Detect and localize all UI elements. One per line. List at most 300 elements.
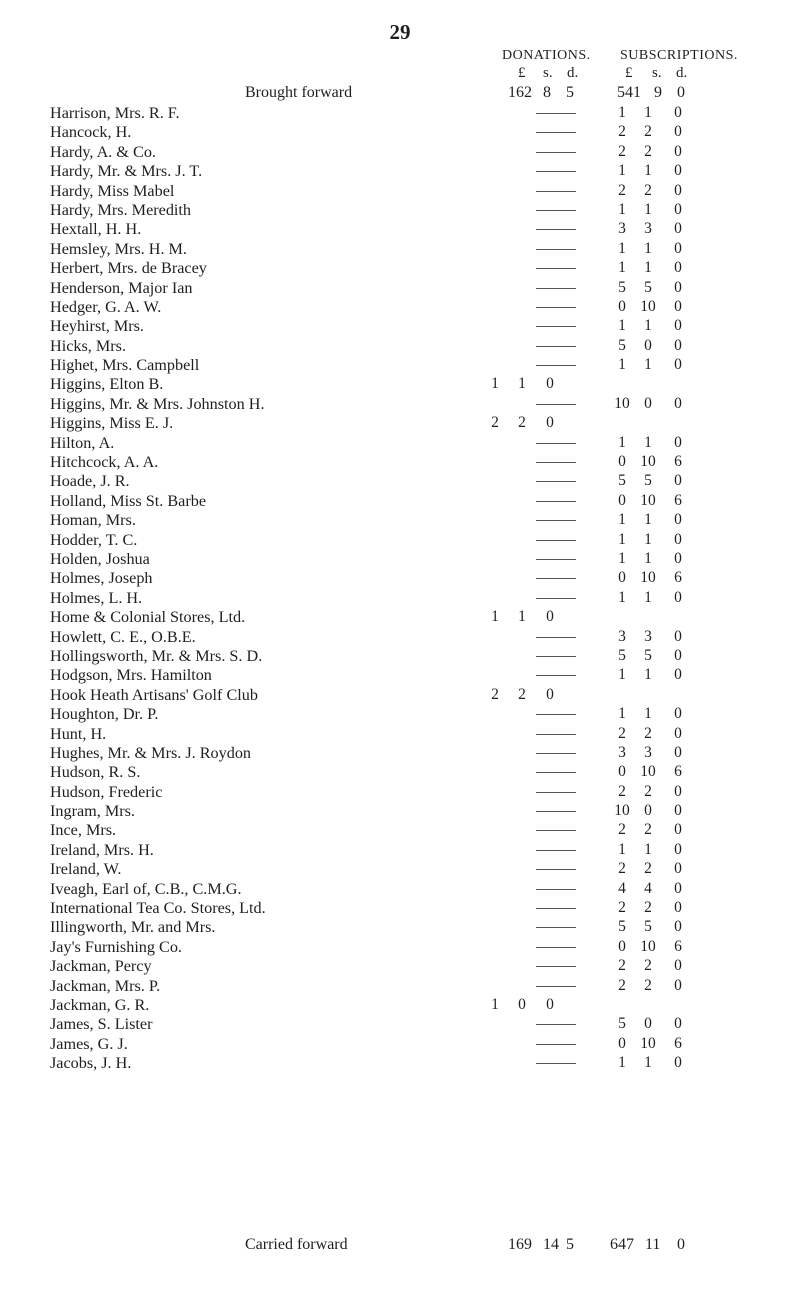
blank-donation-rule xyxy=(536,326,576,327)
subscription-pounds: 1 xyxy=(618,317,626,335)
subscription-shillings: 1 xyxy=(644,162,652,180)
brought-forward-subscription-shillings: 9 xyxy=(654,84,662,101)
subscriber-name: Jacobs, J. H. xyxy=(50,1054,132,1073)
subscription-shillings: 2 xyxy=(644,724,652,742)
subscriber-name: Houghton, Dr. P. xyxy=(50,705,159,724)
subscription-shillings: 0 xyxy=(644,802,652,820)
list-item xyxy=(0,414,800,433)
subscription-pounds: 0 xyxy=(618,491,626,509)
subscription-shillings: 2 xyxy=(644,860,652,878)
donation-pounds: 1 xyxy=(491,995,499,1013)
list-item xyxy=(0,279,800,298)
donation-pence: 0 xyxy=(546,685,554,703)
blank-donation-rule xyxy=(536,288,576,289)
subscription-pounds: 5 xyxy=(618,918,626,936)
donation-shillings: 2 xyxy=(518,685,526,703)
subscription-pence: 0 xyxy=(674,472,682,490)
subscriber-name: James, S. Lister xyxy=(50,1015,153,1034)
subscription-shillings: 0 xyxy=(644,336,652,354)
subscriber-name: Higgins, Miss E. J. xyxy=(50,414,174,433)
blank-donation-rule xyxy=(536,772,576,773)
subscription-pence: 6 xyxy=(674,1034,682,1052)
donation-pence: 0 xyxy=(546,995,554,1013)
blank-donation-rule xyxy=(536,249,576,250)
subscription-shillings: 0 xyxy=(644,394,652,412)
subscriber-name: Hook Heath Artisans' Golf Club xyxy=(50,685,258,704)
brought-forward-subscription-pence: 0 xyxy=(677,84,685,101)
subscription-pence: 0 xyxy=(674,220,682,238)
blank-donation-rule xyxy=(536,656,576,657)
subscription-pounds: 1 xyxy=(618,1054,626,1072)
subscription-pounds: 1 xyxy=(618,356,626,374)
blank-donation-rule xyxy=(536,908,576,909)
blank-donation-rule xyxy=(536,404,576,405)
subscriber-name: Hodgson, Mrs. Hamilton xyxy=(50,666,212,685)
subscriber-name: Hicks, Mrs. xyxy=(50,336,126,355)
carried-forward-subscription-shillings: 11 xyxy=(645,1236,661,1253)
list-item xyxy=(0,918,800,937)
subscriber-name: Heyhirst, Mrs. xyxy=(50,317,144,336)
blank-donation-rule xyxy=(536,152,576,153)
subscription-pence: 0 xyxy=(674,1054,682,1072)
list-item xyxy=(0,647,800,666)
donation-pence: 0 xyxy=(546,414,554,432)
blank-donation-rule xyxy=(536,520,576,521)
donation-pence: 0 xyxy=(546,608,554,626)
subscriber-name: Home & Colonial Stores, Ltd. xyxy=(50,608,246,627)
list-item xyxy=(0,569,800,588)
subscription-pounds: 1 xyxy=(618,511,626,529)
blank-donation-rule xyxy=(536,443,576,444)
subscription-pence: 6 xyxy=(674,569,682,587)
blank-donation-rule xyxy=(536,1063,576,1064)
list-item xyxy=(0,511,800,530)
subscriber-name: Henderson, Major Ian xyxy=(50,278,193,297)
list-item xyxy=(0,123,800,142)
subscription-shillings: 1 xyxy=(644,549,652,567)
donation-shillings: 0 xyxy=(518,995,526,1013)
subscription-pence: 0 xyxy=(674,782,682,800)
subscription-shillings: 10 xyxy=(640,569,656,587)
donation-shillings: 1 xyxy=(518,375,526,393)
subscription-pence: 0 xyxy=(674,588,682,606)
carried-forward-subscription-pounds: 647 xyxy=(610,1236,634,1253)
list-item xyxy=(0,240,800,259)
subscription-pence: 0 xyxy=(674,297,682,315)
blank-donation-rule xyxy=(536,947,576,948)
list-item xyxy=(0,608,800,627)
subscription-pounds: 3 xyxy=(618,220,626,238)
blank-donation-rule xyxy=(536,986,576,987)
list-item xyxy=(0,783,800,802)
blank-donation-rule xyxy=(536,598,576,599)
subscription-pounds: 1 xyxy=(618,239,626,257)
subscription-shillings: 3 xyxy=(644,743,652,761)
list-item xyxy=(0,492,800,511)
subscriber-name: Holmes, L. H. xyxy=(50,588,143,607)
subscriber-name: Hunt, H. xyxy=(50,724,107,743)
carried-forward-donation-pounds: 169 xyxy=(508,1236,532,1253)
blank-donation-rule xyxy=(536,714,576,715)
subscriber-name: Harrison, Mrs. R. F. xyxy=(50,104,180,122)
blank-donation-rule xyxy=(536,811,576,812)
subscription-pence: 0 xyxy=(674,646,682,664)
subscriber-name: Hemsley, Mrs. H. M. xyxy=(50,239,187,258)
blank-donation-rule xyxy=(536,268,576,269)
subscription-shillings: 10 xyxy=(640,297,656,315)
subscription-pounds: 0 xyxy=(618,1034,626,1052)
donation-shillings: 1 xyxy=(518,608,526,626)
subscription-pounds: 10 xyxy=(614,802,630,820)
list-item xyxy=(0,298,800,317)
subscriber-name: Jackman, Percy xyxy=(50,957,152,976)
blank-donation-rule xyxy=(536,578,576,579)
list-item xyxy=(0,666,800,685)
blank-donation-rule xyxy=(536,869,576,870)
subscription-shillings: 1 xyxy=(644,239,652,257)
subscription-shillings: 10 xyxy=(640,937,656,955)
subscription-pence: 0 xyxy=(674,259,682,277)
subscription-pence: 0 xyxy=(674,840,682,858)
carried-forward-label: Carried forward xyxy=(245,1236,348,1253)
subscription-shillings: 4 xyxy=(644,879,652,897)
subscriber-name: Holland, Miss St. Barbe xyxy=(50,491,207,510)
subscription-pence: 0 xyxy=(674,181,682,199)
subscription-pence: 6 xyxy=(674,763,682,781)
brought-forward-label: Brought forward xyxy=(245,84,353,101)
subscription-pence: 0 xyxy=(674,162,682,180)
donation-shillings: 2 xyxy=(518,414,526,432)
subscription-pounds: 2 xyxy=(618,957,626,975)
subscription-shillings: 10 xyxy=(640,763,656,781)
list-item xyxy=(0,1054,800,1073)
subscription-pence: 0 xyxy=(674,239,682,257)
subscription-pence: 0 xyxy=(674,802,682,820)
subscription-pence: 0 xyxy=(674,918,682,936)
list-item xyxy=(0,356,800,375)
blank-donation-rule xyxy=(536,889,576,890)
list-item xyxy=(0,337,800,356)
list-item xyxy=(0,686,800,705)
subscription-pounds: 1 xyxy=(618,588,626,606)
subscription-shillings: 2 xyxy=(644,123,652,141)
subscriber-name: Higgins, Mr. & Mrs. Johnston H. xyxy=(50,394,265,413)
list-item xyxy=(0,628,800,647)
list-item xyxy=(0,201,800,220)
subscription-shillings: 2 xyxy=(644,821,652,839)
subscription-pounds: 2 xyxy=(618,821,626,839)
subscriber-name: James, G. J. xyxy=(50,1034,128,1053)
subscriber-name: Jackman, Mrs. P. xyxy=(50,976,161,995)
subscriber-name: International Tea Co. Stores, Ltd. xyxy=(50,899,266,918)
subscription-pounds: 0 xyxy=(618,763,626,781)
subscription-shillings: 1 xyxy=(644,1054,652,1072)
subscription-shillings: 1 xyxy=(644,840,652,858)
subscription-pounds: 1 xyxy=(618,162,626,180)
subscription-pence: 0 xyxy=(674,530,682,548)
subscription-pounds: 1 xyxy=(618,104,626,121)
subscription-pence: 6 xyxy=(674,453,682,471)
subscription-shillings: 10 xyxy=(640,1034,656,1052)
subscription-pounds: 1 xyxy=(618,200,626,218)
list-item xyxy=(0,938,800,957)
brought-forward-subscription-pounds: 541 xyxy=(617,84,641,101)
donations-heading: DONATIONS. xyxy=(502,48,591,63)
subscriber-name: Holmes, Joseph xyxy=(50,569,153,588)
subscription-pounds: 3 xyxy=(618,743,626,761)
blank-donation-rule xyxy=(536,675,576,676)
subscriber-name: Hancock, H. xyxy=(50,123,132,142)
subscription-pounds: 0 xyxy=(618,453,626,471)
subscription-pence: 0 xyxy=(674,899,682,917)
subscriber-name: Hudson, R. S. xyxy=(50,763,141,782)
list-item xyxy=(0,880,800,899)
subscription-pounds: 1 xyxy=(618,549,626,567)
subscriber-name: Jay's Furnishing Co. xyxy=(50,937,182,956)
blank-donation-rule xyxy=(536,1024,576,1025)
subscription-pounds: 2 xyxy=(618,123,626,141)
subscription-shillings: 2 xyxy=(644,142,652,160)
list-item xyxy=(0,705,800,724)
subscription-pounds: 5 xyxy=(618,1015,626,1033)
blank-donation-rule xyxy=(536,637,576,638)
blank-donation-rule xyxy=(536,559,576,560)
subscription-pounds: 2 xyxy=(618,899,626,917)
list-item xyxy=(0,899,800,918)
list-item xyxy=(0,104,800,123)
subscription-pence: 0 xyxy=(674,356,682,374)
subscription-pounds: 2 xyxy=(618,782,626,800)
subscription-shillings: 2 xyxy=(644,899,652,917)
subscription-pence: 0 xyxy=(674,976,682,994)
carried-forward-donation-shillings: 14 xyxy=(543,1236,559,1253)
subscriber-name: Highet, Mrs. Campbell xyxy=(50,356,200,375)
subscription-pence: 0 xyxy=(674,336,682,354)
subscription-pounds: 5 xyxy=(618,646,626,664)
list-item xyxy=(0,821,800,840)
list-item xyxy=(0,589,800,608)
donation-pounds: 1 xyxy=(491,608,499,626)
list-item xyxy=(0,802,800,821)
blank-donation-rule xyxy=(536,171,576,172)
donation-pounds: 2 xyxy=(491,414,499,432)
subscription-shillings: 5 xyxy=(644,472,652,490)
subscription-pounds: 1 xyxy=(618,530,626,548)
list-item xyxy=(0,531,800,550)
list-item xyxy=(0,259,800,278)
blank-donation-rule xyxy=(536,462,576,463)
subscription-shillings: 1 xyxy=(644,317,652,335)
blank-donation-rule xyxy=(536,191,576,192)
donation-pence: 0 xyxy=(546,375,554,393)
list-item xyxy=(0,725,800,744)
subscription-pounds: 2 xyxy=(618,142,626,160)
donations-pounds-label: £ xyxy=(518,65,526,81)
subscriber-name: Ireland, W. xyxy=(50,860,122,879)
subscription-pounds: 1 xyxy=(618,705,626,723)
subscription-pounds: 2 xyxy=(618,860,626,878)
subscriber-name: Herbert, Mrs. de Bracey xyxy=(50,259,207,278)
subscription-pence: 0 xyxy=(674,860,682,878)
blank-donation-rule xyxy=(536,210,576,211)
subscriber-name: Hextall, H. H. xyxy=(50,220,142,239)
subscription-pence: 6 xyxy=(674,937,682,955)
list-item xyxy=(0,977,800,996)
subscription-shillings: 1 xyxy=(644,200,652,218)
subscription-shillings: 1 xyxy=(644,104,652,121)
subscription-pence: 0 xyxy=(674,142,682,160)
subscription-pounds: 1 xyxy=(618,259,626,277)
list-item xyxy=(0,1035,800,1054)
subscription-pence: 0 xyxy=(674,1015,682,1033)
donation-pounds: 1 xyxy=(491,375,499,393)
list-item xyxy=(0,220,800,239)
subscription-pence: 0 xyxy=(674,705,682,723)
subscription-shillings: 2 xyxy=(644,181,652,199)
subscriber-name: Higgins, Elton B. xyxy=(50,375,164,394)
carried-forward-subscription-pence: 0 xyxy=(677,1236,685,1253)
subscription-pounds: 0 xyxy=(618,569,626,587)
subscriber-name: Hudson, Frederic xyxy=(50,782,163,801)
blank-donation-rule xyxy=(536,307,576,308)
list-item xyxy=(0,317,800,336)
subscription-pounds: 3 xyxy=(618,627,626,645)
subscription-pounds: 5 xyxy=(618,336,626,354)
carried-forward-donation-pence: 5 xyxy=(566,1236,574,1253)
list-item xyxy=(0,162,800,181)
brought-forward-donation-pounds: 162 xyxy=(508,84,532,101)
subscription-pounds: 1 xyxy=(618,840,626,858)
blank-donation-rule xyxy=(536,830,576,831)
subscriber-name: Hedger, G. A. W. xyxy=(50,297,162,316)
subscription-shillings: 3 xyxy=(644,220,652,238)
subscriber-name: Ingram, Mrs. xyxy=(50,802,135,821)
subscriber-list xyxy=(0,104,800,1074)
subscriber-name: Iveagh, Earl of, C.B., C.M.G. xyxy=(50,879,242,898)
list-item xyxy=(0,143,800,162)
subscriber-name: Hardy, Mrs. Meredith xyxy=(50,200,192,219)
subscription-shillings: 1 xyxy=(644,588,652,606)
subscription-pence: 0 xyxy=(674,549,682,567)
blank-donation-rule xyxy=(536,927,576,928)
subscription-pence: 0 xyxy=(674,317,682,335)
subscription-pounds: 1 xyxy=(618,433,626,451)
blank-donation-rule xyxy=(536,540,576,541)
subscription-pence: 6 xyxy=(674,491,682,509)
blank-donation-rule xyxy=(536,346,576,347)
subscriber-name: Holden, Joshua xyxy=(50,549,150,568)
subscription-pence: 0 xyxy=(674,104,682,121)
subscription-pounds: 5 xyxy=(618,472,626,490)
blank-donation-rule xyxy=(536,229,576,230)
subscription-shillings: 1 xyxy=(644,511,652,529)
subscriptions-pounds-label: £ xyxy=(625,65,633,81)
donations-pence-label: d. xyxy=(567,65,579,81)
subscription-pence: 0 xyxy=(674,743,682,761)
list-item xyxy=(0,744,800,763)
subscriptions-shillings-label: s. xyxy=(652,65,662,81)
subscription-pence: 0 xyxy=(674,821,682,839)
blank-donation-rule xyxy=(536,753,576,754)
subscription-shillings: 1 xyxy=(644,356,652,374)
subscription-shillings: 5 xyxy=(644,918,652,936)
subscriber-name: Hitchcock, A. A. xyxy=(50,453,159,472)
page-number: 29 xyxy=(389,20,411,44)
subscriber-name: Homan, Mrs. xyxy=(50,511,136,530)
subscriber-name: Hardy, A. & Co. xyxy=(50,142,156,161)
subscriber-name: Howlett, C. E., O.B.E. xyxy=(50,627,196,646)
blank-donation-rule xyxy=(536,850,576,851)
subscription-shillings: 5 xyxy=(644,646,652,664)
subscription-pence: 0 xyxy=(674,394,682,412)
subscription-shillings: 2 xyxy=(644,976,652,994)
list-item xyxy=(0,957,800,976)
subscriber-name: Hoade, J. R. xyxy=(50,472,130,491)
list-item xyxy=(0,182,800,201)
subscription-shillings: 10 xyxy=(640,453,656,471)
subscriber-name: Ince, Mrs. xyxy=(50,821,117,840)
subscriber-name: Hollingsworth, Mr. & Mrs. S. D. xyxy=(50,646,263,665)
blank-donation-rule xyxy=(536,132,576,133)
subscription-pence: 0 xyxy=(674,627,682,645)
subscription-pounds: 10 xyxy=(614,394,630,412)
subscriber-name: Hughes, Mr. & Mrs. J. Roydon xyxy=(50,743,252,762)
subscriber-name: Jackman, G. R. xyxy=(50,995,150,1014)
subscription-pounds: 5 xyxy=(618,278,626,296)
blank-donation-rule xyxy=(536,792,576,793)
list-item xyxy=(0,763,800,782)
subscription-pounds: 4 xyxy=(618,879,626,897)
subscription-pounds: 0 xyxy=(618,297,626,315)
list-item xyxy=(0,1015,800,1034)
subscriber-name: Illingworth, Mr. and Mrs. xyxy=(50,918,216,937)
subscription-shillings: 1 xyxy=(644,705,652,723)
brought-forward-donation-shillings: 8 xyxy=(543,84,551,101)
subscriber-name: Hardy, Miss Mabel xyxy=(50,181,175,200)
list-item xyxy=(0,375,800,394)
subscription-pence: 0 xyxy=(674,511,682,529)
subscription-pence: 0 xyxy=(674,666,682,684)
subscription-shillings: 3 xyxy=(644,627,652,645)
subscription-pence: 0 xyxy=(674,123,682,141)
subscription-shillings: 1 xyxy=(644,433,652,451)
list-item xyxy=(0,395,800,414)
subscriptions-pence-label: d. xyxy=(676,65,688,81)
list-item xyxy=(0,434,800,453)
list-item xyxy=(0,453,800,472)
blank-donation-rule xyxy=(536,481,576,482)
subscription-shillings: 10 xyxy=(640,491,656,509)
list-item xyxy=(0,860,800,879)
blank-donation-rule xyxy=(536,501,576,502)
subscription-shillings: 1 xyxy=(644,666,652,684)
subscription-pounds: 0 xyxy=(618,937,626,955)
blank-donation-rule xyxy=(536,113,576,114)
subscription-pence: 0 xyxy=(674,879,682,897)
subscription-shillings: 0 xyxy=(644,1015,652,1033)
blank-donation-rule xyxy=(536,734,576,735)
subscription-pounds: 2 xyxy=(618,181,626,199)
blank-donation-rule xyxy=(536,1044,576,1045)
list-item xyxy=(0,841,800,860)
brought-forward-donation-pence: 5 xyxy=(566,84,574,101)
subscription-pence: 0 xyxy=(674,278,682,296)
subscriptions-heading: SUBSCRIPTIONS. xyxy=(620,48,738,63)
list-item xyxy=(0,550,800,569)
subscriber-name: Ireland, Mrs. H. xyxy=(50,840,154,859)
donation-pounds: 2 xyxy=(491,685,499,703)
subscription-pence: 0 xyxy=(674,957,682,975)
